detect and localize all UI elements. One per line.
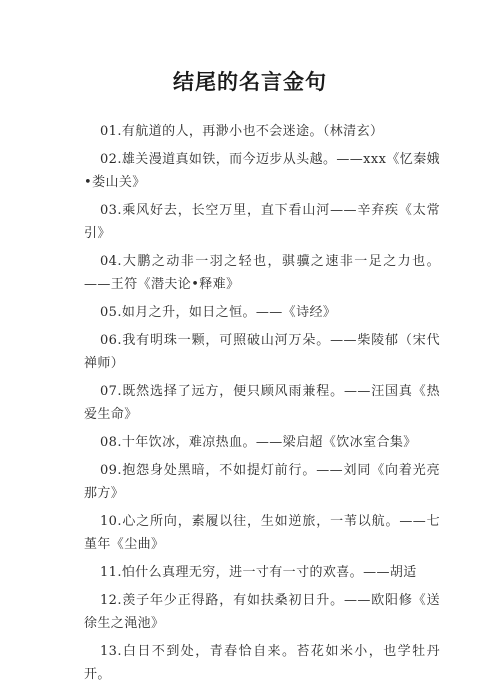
quote-item: 04.大鹏之动非一羽之轻也，骐骥之速非一足之力也。——王符《潜夫论•释难》 xyxy=(84,254,440,292)
quote-item: 09.抱怨身处黑暗，不如提灯前行。——刘同《向着光亮那方》 xyxy=(84,463,440,501)
quote-item: 05.如月之升，如日之恒。——《诗经》 xyxy=(100,305,337,320)
quote-item: 01.有航道的人，再渺小也不会迷途。（林清玄） xyxy=(100,124,384,139)
quote-item: 02.雄关漫道真如铁，而今迈步从头越。——xxx《忆秦娥•娄山关》 xyxy=(84,152,440,190)
quote-item: 12.羡子年少正得路，有如扶桑初日升。——欧阳修《送徐生之渑池》 xyxy=(84,593,440,631)
quote-item: 07.既然选择了远方，便只顾风雨兼程。——汪国真《热爱生命》 xyxy=(84,384,440,422)
quote-item: 03.乘风好去，长空万里，直下看山河——辛弃疾《太常引》 xyxy=(84,203,440,241)
quote-item: 10.心之所向，素履以往，生如逆旅，一苇以航。——七堇年《尘曲》 xyxy=(84,514,440,552)
quote-item: 13.白日不到处，青春恰自来。苔花如米小，也学牡丹开。 xyxy=(84,644,440,682)
page-title: 结尾的名言金句 xyxy=(173,69,327,94)
quote-item: 06.我有明珠一颗，可照破山河万朵。——柴陵郁（宋代禅师） xyxy=(84,333,440,371)
quote-list xyxy=(84,120,440,691)
quote-item: 11.怕什么真理无穷，进一寸有一寸的欢喜。——胡适 xyxy=(100,565,417,580)
quote-item: 08.十年饮冰，难凉热血。——梁启超《饮冰室合集》 xyxy=(100,435,417,450)
